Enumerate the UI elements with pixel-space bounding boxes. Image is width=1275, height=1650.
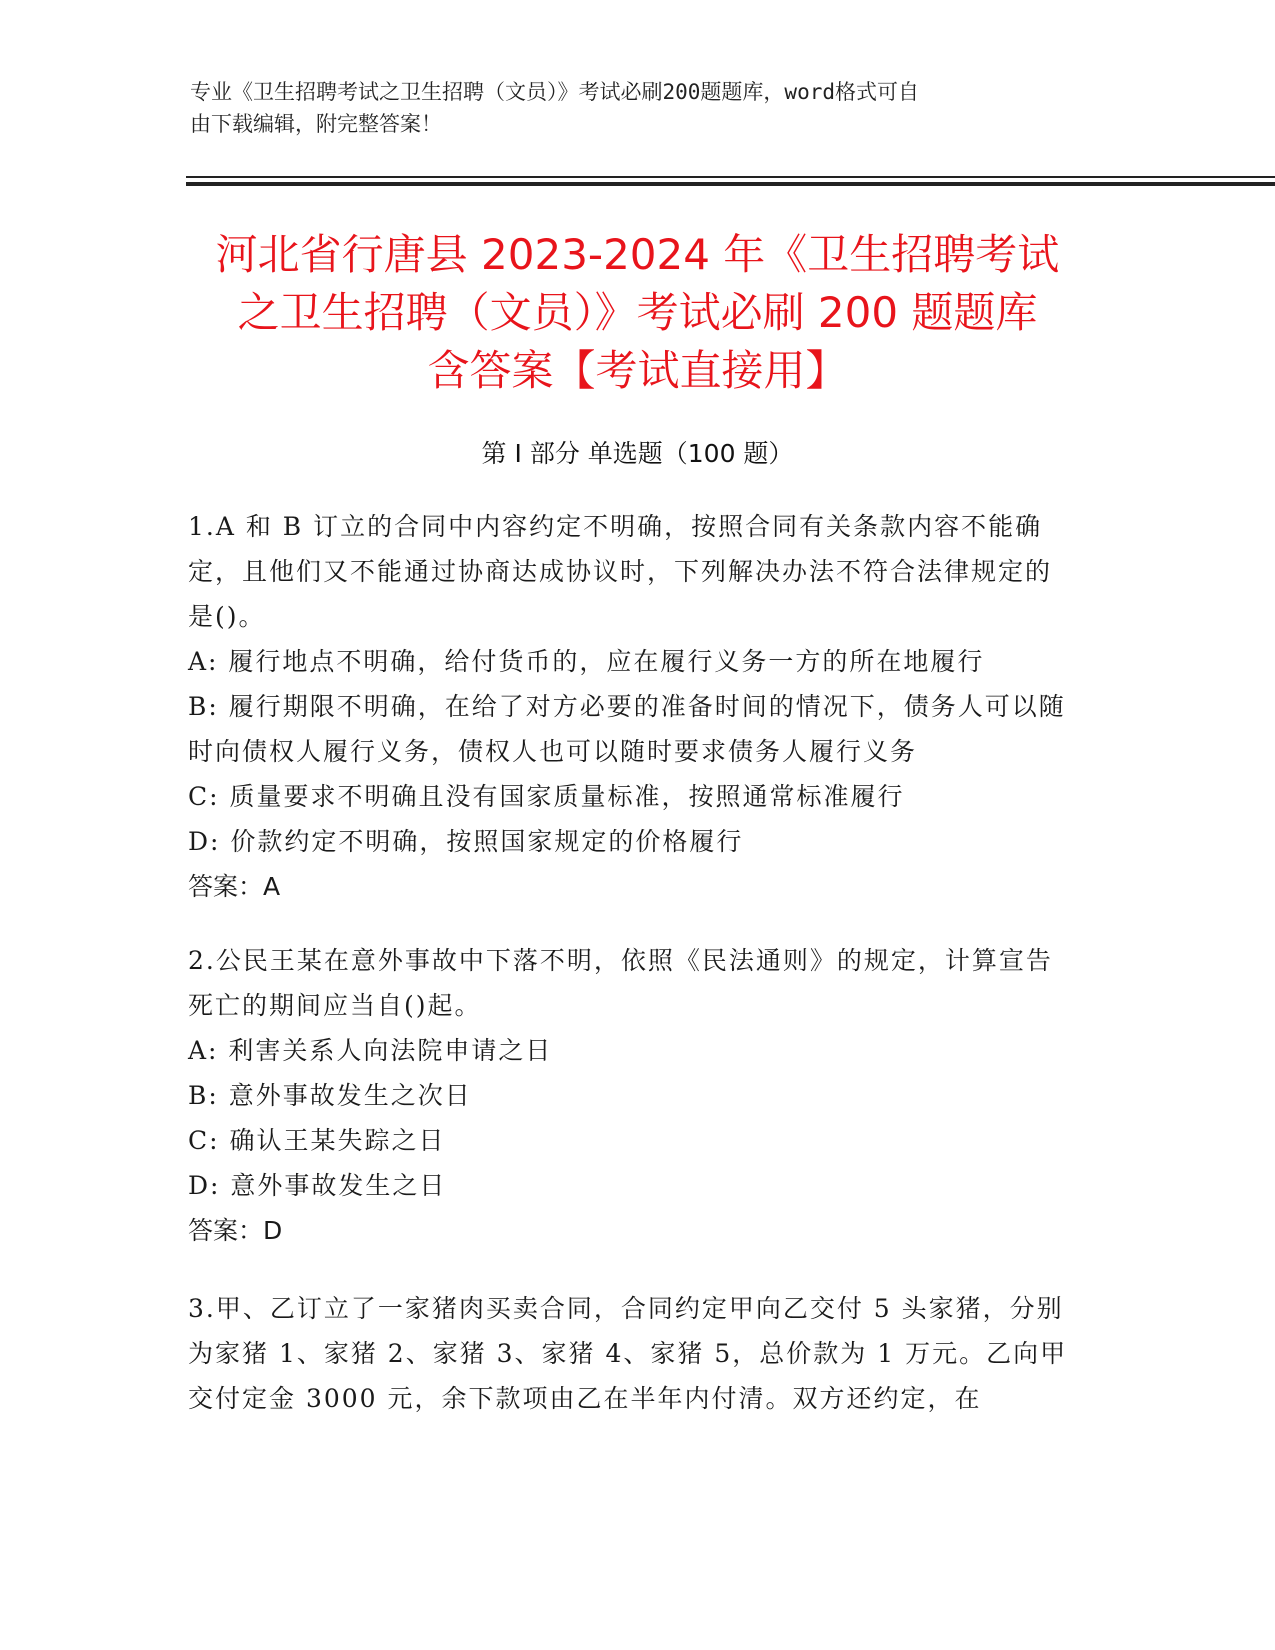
option-a: A: 利害关系人向法院申请之日 (188, 1036, 553, 1065)
answer: 答案：D (188, 1216, 283, 1245)
document-title (175, 226, 1100, 400)
header-divider-thick (186, 182, 1275, 186)
question-2 (188, 938, 1068, 1253)
header-line: 由下载编辑，附完整答案！ (190, 112, 442, 136)
question-3 (188, 1286, 1068, 1421)
header-divider-thin (186, 176, 1275, 178)
answer: 答案：A (188, 872, 281, 901)
option-b: B: 履行期限不明确，在给了对方必要的准备时间的情况下，债务人可以随时向债权人履行义务，债权人也可以随时要求债务人履行义务 (188, 692, 1066, 766)
title-line: 之卫生招聘（文员）》考试必刷 200 题题库 (237, 288, 1038, 337)
question-stem: 1.A 和 B 订立的合同中内容约定不明确，按照合同有关条款内容不能确定，且他们又不能通过协商达成协议时，下列解决办法不符合法律规定的是()。 (188, 512, 1053, 631)
document-header (190, 76, 1070, 140)
option-c: C: 质量要求不明确且没有国家质量标准，按照通常标准履行 (188, 782, 905, 811)
option-b: B: 意外事故发生之次日 (188, 1081, 472, 1110)
title-line: 河北省行唐县 2023-2024 年《卫生招聘考试 (215, 230, 1060, 279)
question-stem: 2.公民王某在意外事故中下落不明，依照《民法通则》的规定，计算宣告死亡的期间应当自()起。 (188, 946, 1053, 1020)
title-line: 含答案【考试直接用】 (427, 346, 848, 395)
question-1 (188, 504, 1068, 909)
section-heading: 第 I 部分 单选题（100 题） (481, 439, 794, 468)
question-stem: 3.甲、乙订立了一家猪肉买卖合同，合同约定甲向乙交付 5 头家猪，分别为家猪 1、家猪 2、家猪 3、家猪 4、家猪 5，总价款为 1 万元。乙向甲交付定金 3000 元，余下款项由乙在半年内付清。双方还约定，在 (188, 1294, 1068, 1413)
option-d: D: 价款约定不明确，按照国家规定的价格履行 (188, 827, 744, 856)
option-a: A: 履行地点不明确，给付货币的，应在履行义务一方的所在地履行 (188, 647, 985, 676)
option-c: C: 确认王某失踪之日 (188, 1126, 446, 1155)
option-d: D: 意外事故发生之日 (188, 1171, 447, 1200)
header-line: 专业《卫生招聘考试之卫生招聘（文员）》考试必刷200题题库，word格式可自 (190, 80, 919, 104)
